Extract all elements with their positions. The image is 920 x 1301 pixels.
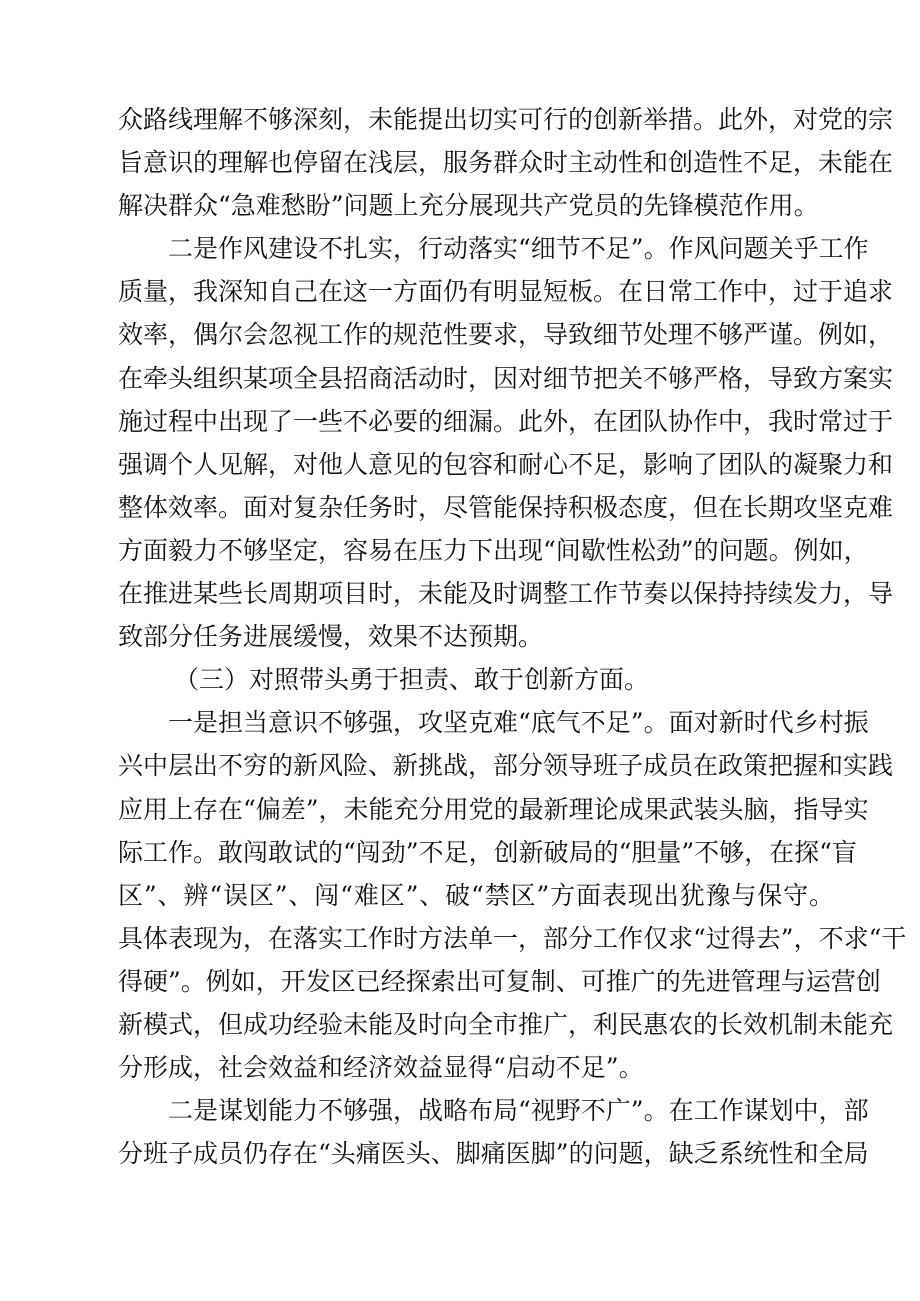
text-line: 分班子成员仍存在“头痛医头、脚痛医脚”的问题，缺乏系统性和全局 (118, 1139, 869, 1169)
text-line: 具体表现为，在落实工作时方法单一，部分工作仅求“过得去”，不求“干 (118, 923, 907, 953)
text-line: 在推进某些长周期项目时，未能及时调整工作节奏以保持持续发力，导 (118, 579, 894, 609)
section-heading: （三）对照带头勇于担责、敢于创新方面。 (174, 665, 650, 695)
text-line: 区”、辨“误区”、闯“难区”、破“禁区”方面表现出犹豫与保守。 (118, 880, 834, 910)
paragraph-first-line: 一是担当意识不够强，攻坚克难“底气不足”。面对新时代乡村振 (168, 708, 869, 738)
text-line: 兴中层出不穷的新风险、新挑战，部分领导班子成员在政策把握和实践 (118, 751, 894, 781)
text-line: 质量，我深知自己在这一方面仍有明显短板。在日常工作中，过于追求 (118, 277, 894, 307)
text-line: 应用上存在“偏差”，未能充分用党的最新理论成果武装头脑，指导实 (118, 794, 869, 824)
paragraph-first-line: 二是作风建设不扎实，行动落实“细节不足”。作风问题关乎工作 (168, 234, 869, 264)
text-line: 施过程中出现了一些不必要的细漏。此外，在团队协作中，我时常过于 (118, 406, 894, 436)
body-text (118, 98, 907, 1175)
text-line: 分形成，社会效益和经济效益显得“启动不足”。 (118, 1053, 644, 1083)
text-line: 整体效率。面对复杂任务时，尽管能保持积极态度，但在长期攻坚克难 (118, 492, 894, 522)
text-line: 致部分任务进展缓慢，效果不达预期。 (118, 622, 544, 652)
text-line: 效率，偶尔会忽视工作的规范性要求，导致细节处理不够严谨。例如， (118, 320, 894, 350)
text-line: 新模式，但成功经验未能及时向全市推广，利民惠农的长效机制未能充 (118, 1009, 894, 1039)
text-line: 旨意识的理解也停留在浅层，服务群众时主动性和创造性不足，未能在 (118, 148, 894, 178)
text-line: 解决群众“急难愁盼”问题上充分展现共产党员的先锋模范作用。 (118, 191, 819, 221)
text-line: 强调个人见解，对他人意见的包容和耐心不足，影响了团队的凝聚力和 (118, 449, 894, 479)
text-line: 际工作。敢闯敢试的“闯劲”不足，创新破局的“胆量”不够，在探“盲 (118, 837, 857, 867)
text-line: 方面毅力不够坚定，容易在压力下出现“间歇性松劲”的问题。例如， (118, 535, 869, 565)
paragraph-first-line: 二是谋划能力不够强，战略布局“视野不广”。在工作谋划中，部 (168, 1096, 869, 1126)
text-line: 得硬”。例如，开发区已经探索出可复制、可推广的先进管理与运营创 (118, 966, 881, 996)
text-line: 在牵头组织某项全县招商活动时，因对细节把关不够严格，导致方案实 (118, 363, 894, 393)
text-line: 众路线理解不够深刻，未能提出切实可行的创新举措。此外，对党的宗 (118, 105, 894, 134)
